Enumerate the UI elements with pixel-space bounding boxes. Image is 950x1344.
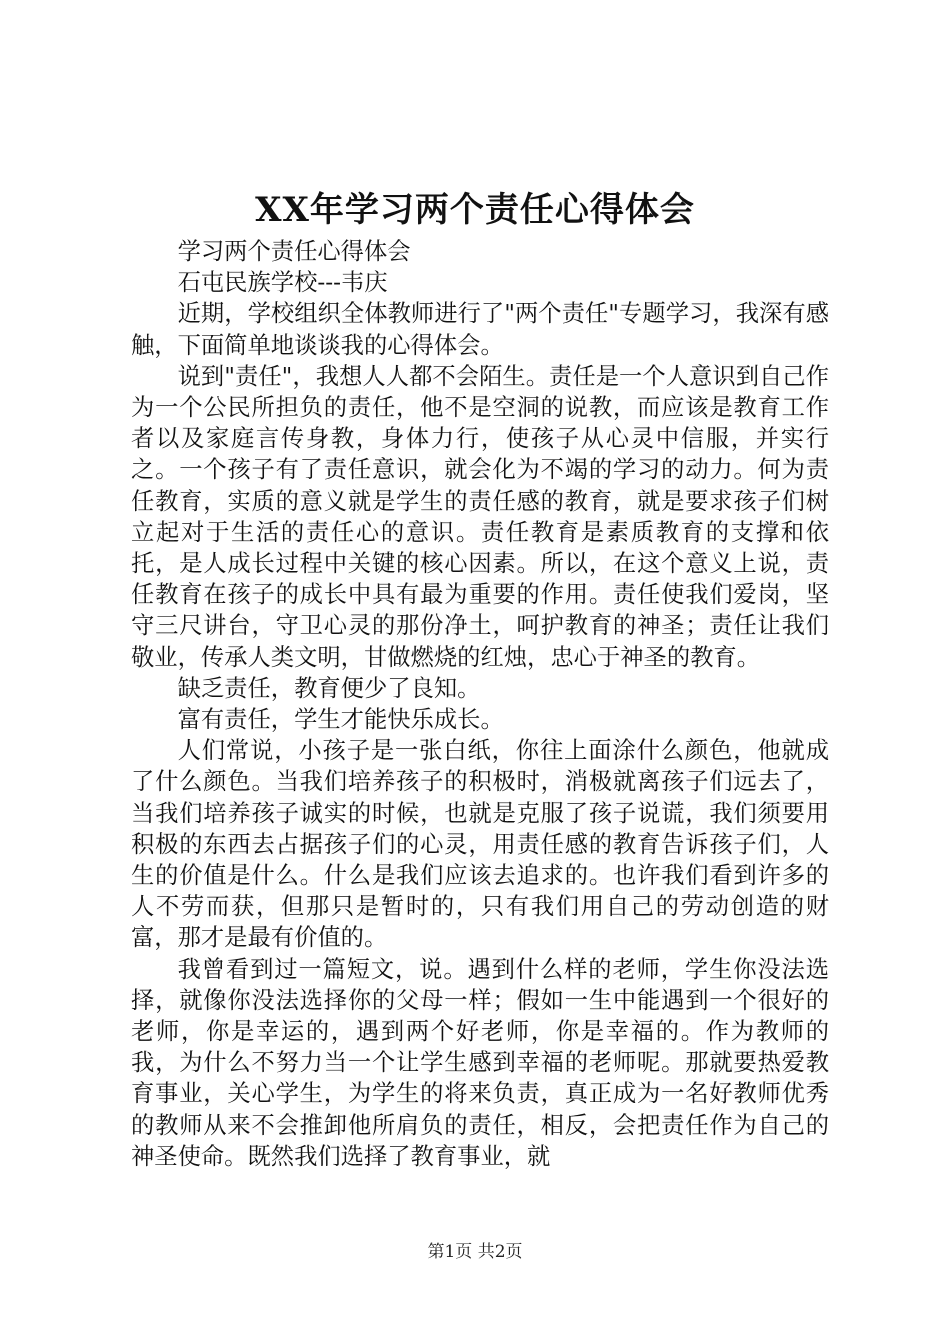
paragraph-lack-responsibility: 缺乏责任，教育便少了良知。 [177,674,481,702]
page-footer: 第1页 共2页 [427,1242,523,1262]
paragraph-good-teacher: 我曾看到过一篇短文，说。遇到什么样的老师，学生你没法选择，就像你没法选择你的父母一样；假如一生中能遇到一个很好的老师，你是幸运的，遇到两个好老师，你是幸福的。作为教师的我，为什么不努力当一个让学生感到幸福的老师呢。那就要热爱教育事业，关心学生，为学生的将来负责，真正成为一名好教师优秀的教师从来不会推卸他所肩负的责任，相反，会把责任作为自己的神圣使命。既然我们选择了教育事业，就 [131,955,829,1170]
document-title: XX年学习两个责任心得体会 [255,190,695,230]
paragraph-rich-responsibility: 富有责任，学生才能快乐成长。 [177,706,504,734]
paragraph-responsibility: 说到"责任"，我想人人都不会陌生。责任是一个人意识到自己作为一个公民所担负的责任，他不是空洞的说教，而应该是教育工作者以及家庭言传身教，身体力行，使孩子从心灵中信服，并实行之。一个孩子有了责任意识，就会化为不竭的学习的动力。何为责任教育，实质的意义就是学生的责任感的教育，就是要求孩子们树立起对于生活的责任心的意识。责任教育是素质教育的支撑和依托，是人成长过程中关键的核心因素。所以，在这个意义上说，责任教育在孩子的成长中具有最为重要的作用。责任使我们爱岗，坚守三尺讲台，守卫心灵的那份净土，呵护教育的神圣；责任让我们敬业，传承人类文明，甘做燃烧的红烛，忠心于神圣的教育。 [131,362,829,671]
paragraph-subtitle: 学习两个责任心得体会 [177,238,411,265]
document-body [131,236,829,1172]
paragraph-author: 石屯民族学校---韦庆 [177,269,388,297]
paragraph-intro: 近期，学校组织全体教师进行了"两个责任"专题学习，我深有感触，下面简单地谈谈我的心得体会。 [131,300,829,359]
paragraph-white-paper: 人们常说，小孩子是一张白纸，你往上面涂什么颜色，他就成了什么颜色。当我们培养孩子的积极时，消极就离孩子们远去了，当我们培养孩子诚实的时候，也就是克服了孩子说谎，我们须要用积极的东西去占据孩子们的心灵，用责任感的教育告诉孩子们，人生的价值是什么。什么是我们应该去追求的。也许我们看到许多的人不劳而获，但那只是暂时的，只有我们用自己的劳动创造的财富，那才是最有价值的。 [131,737,829,952]
